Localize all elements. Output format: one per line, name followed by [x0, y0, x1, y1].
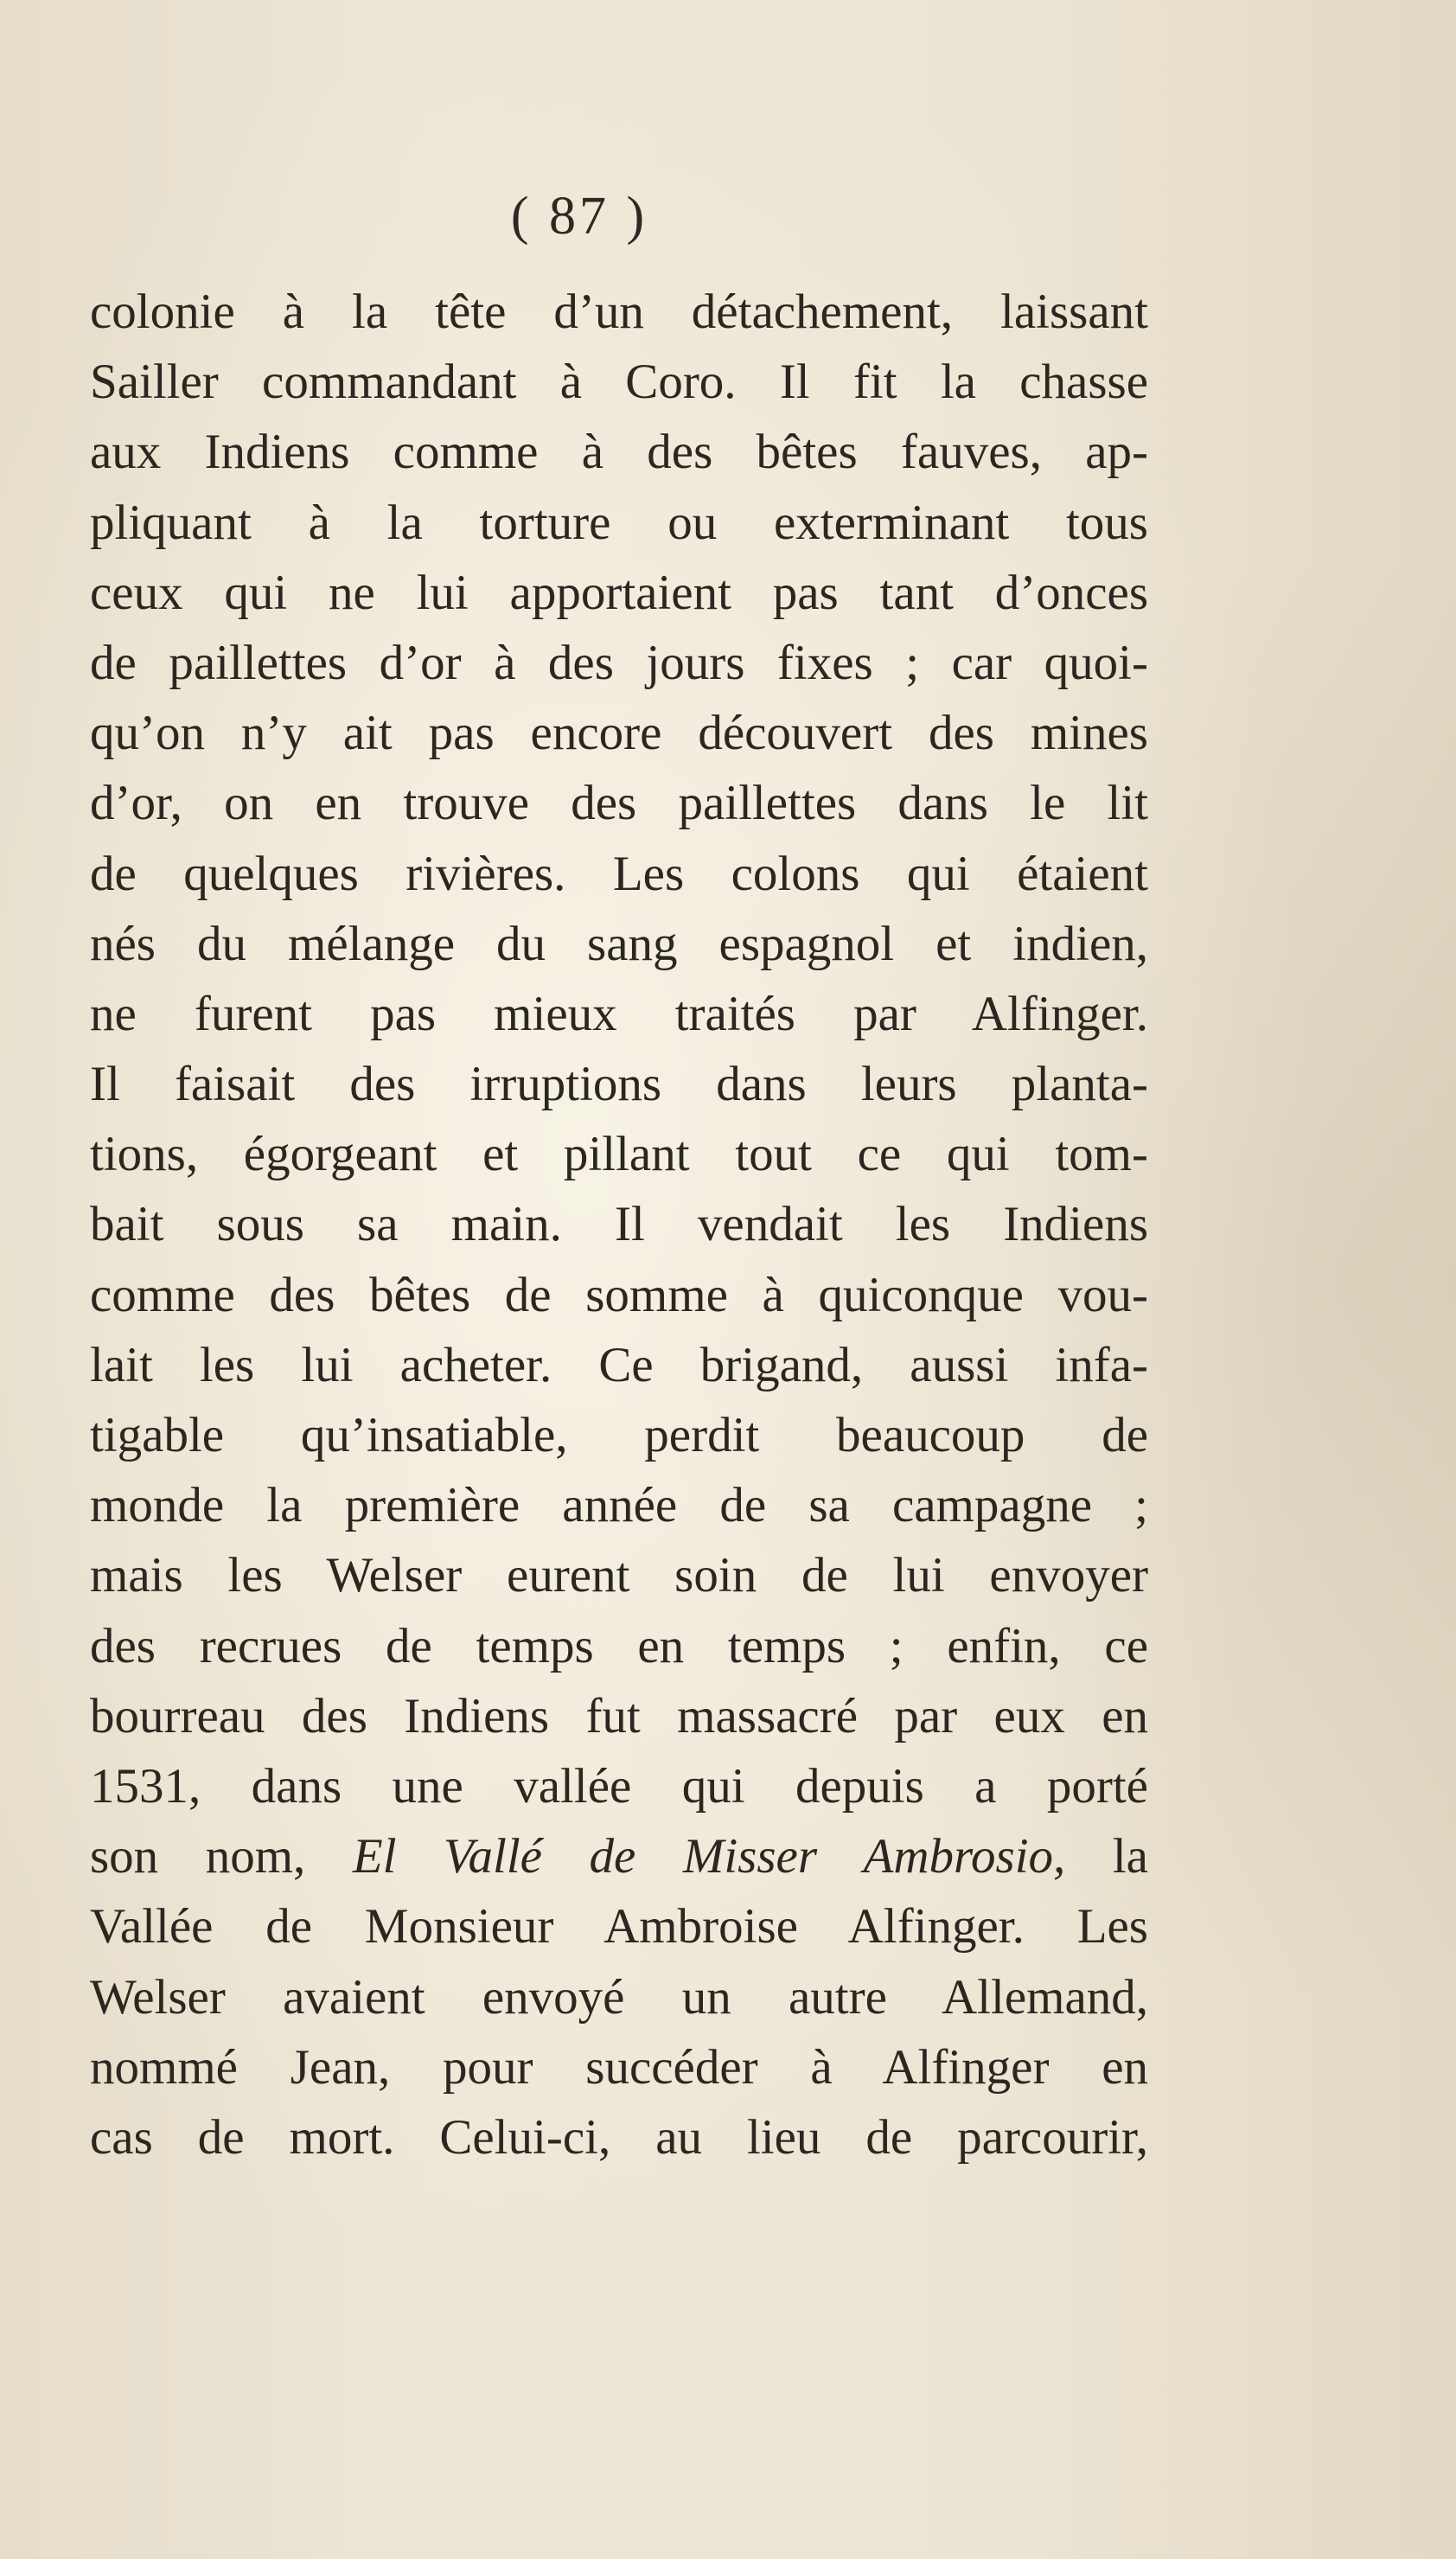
text-line: bait sous sa main. Il vendait les Indiens — [90, 1197, 1148, 1252]
page-number: ( 87 ) — [510, 187, 648, 246]
text-line: des recrues de temps en temps ; enfin, ce — [90, 1618, 1148, 1673]
text-line: pliquant à la torture ou exterminant tous — [90, 495, 1148, 550]
text-line: comme des bêtes de somme à quiconque vou- — [90, 1267, 1148, 1322]
text-line: Il faisait des irruptions dans leurs planta- — [90, 1057, 1148, 1112]
italic-place-name: El Vallé de Misser Ambrosio, — [352, 1829, 1066, 1884]
text-line: lait les lui acheter. Ce brigand, aussi infa- — [90, 1337, 1148, 1392]
text-line: Welser avaient envoyé un autre Allemand, — [90, 1969, 1148, 2025]
body-text — [90, 277, 1148, 2172]
text-line: monde la première année de sa campagne ; — [90, 1478, 1148, 1533]
text-line: cas de mort. Celui-ci, au lieu de parcourir, — [90, 2109, 1148, 2165]
text-line-italic-title — [90, 1821, 1148, 1891]
text-line: aux Indiens comme à des bêtes fauves, ap- — [90, 425, 1148, 480]
text-line: qu’on n’y ait pas encore découvert des mines — [90, 706, 1148, 761]
text-line: bourreau des Indiens fut massacré par eux en — [90, 1688, 1148, 1743]
text-line: ne furent pas mieux traités par Alfinger. — [90, 986, 1148, 1041]
text-line: de paillettes d’or à des jours fixes ; car quoi- — [90, 635, 1148, 690]
text-line: tigable qu’insatiable, perdit beaucoup de — [90, 1408, 1148, 1462]
text-line: colonie à la tête d’un détachement, laissant — [90, 285, 1148, 339]
text-segment: la — [1112, 1829, 1148, 1884]
text-line: tions, égorgeant et pillant tout ce qui tom- — [90, 1127, 1148, 1182]
text-line: 1531, dans une vallée qui depuis a porté — [90, 1758, 1148, 1814]
text-line: ceux qui ne lui apportaient pas tant d’onces — [90, 565, 1148, 620]
text-line: mais les Welser eurent soin de lui envoyer — [90, 1548, 1148, 1603]
text-line: Sailler commandant à Coro. Il fit la chasse — [90, 355, 1148, 410]
text-segment: son nom, — [90, 1829, 306, 1884]
text-line: d’or, on en trouve des paillettes dans le lit — [90, 776, 1148, 831]
text-line: nommé Jean, pour succéder à Alfinger en — [90, 2039, 1148, 2095]
text-line: nés du mélange du sang espagnol et indien, — [90, 916, 1148, 971]
text-line: de quelques rivières. Les colons qui étaient — [90, 846, 1148, 901]
text-line: Vallée de Monsieur Ambroise Alfinger. Les — [90, 1899, 1148, 1954]
